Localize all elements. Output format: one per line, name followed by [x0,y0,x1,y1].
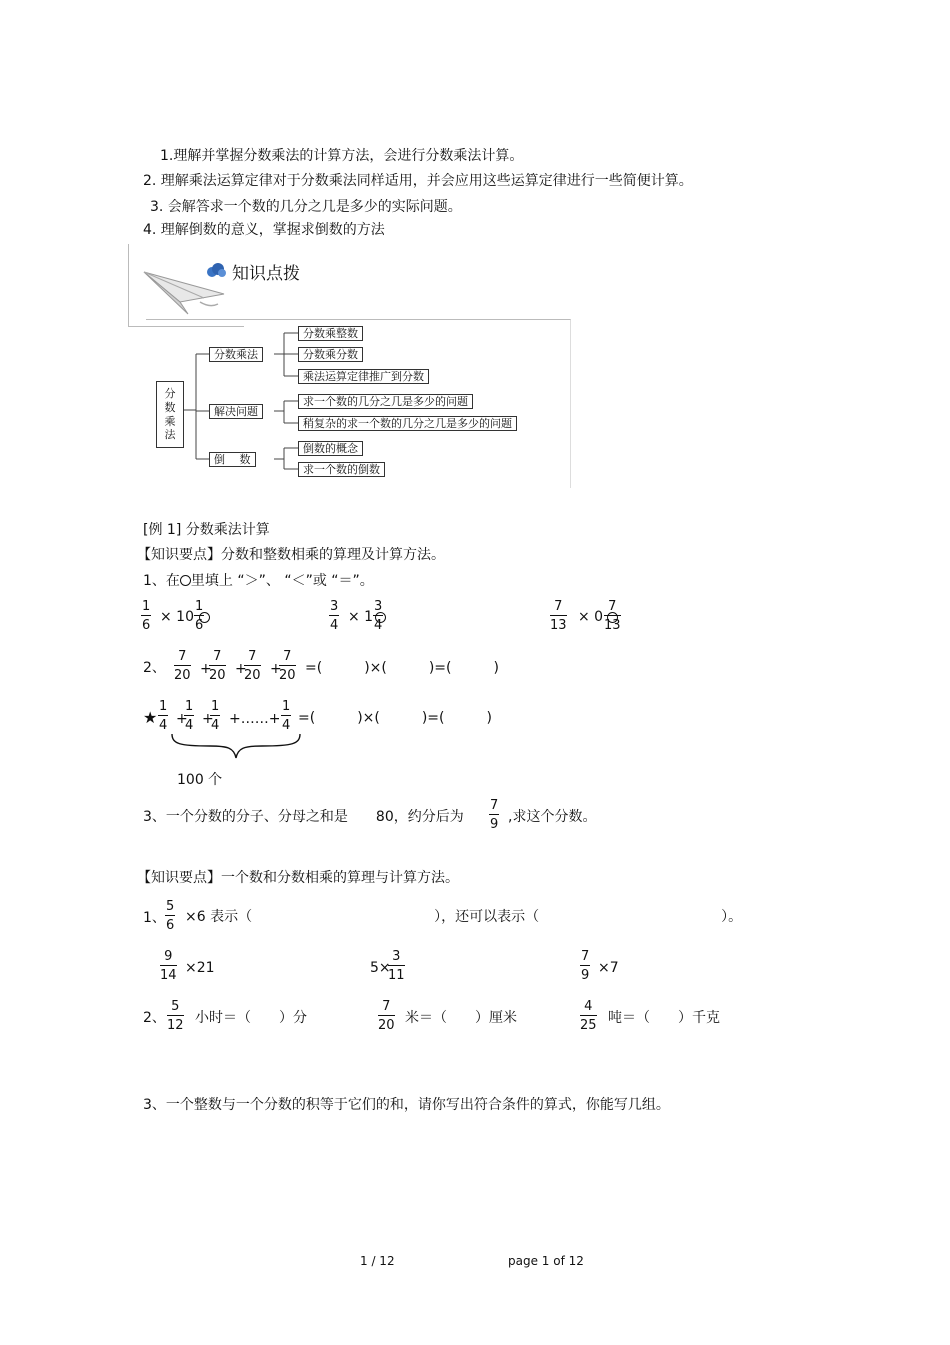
conversion-blank[interactable]: 小时＝（ ）分 [195,1010,307,1026]
p2-question-2-label: 2、 [143,1010,166,1026]
fraction: 5 6 [166,899,175,933]
objective-1: 1.理解并掌握分数乘法的计算方法，会进行分数乘法计算。 [160,148,524,164]
question-2-answer-blanks[interactable]: =( )×( )=( ) [305,660,499,676]
operator: × 1 [348,609,374,625]
question-1-prefix: 1、在 [143,573,180,589]
fraction: 3 4 [330,599,339,633]
section-title: 知识点拨 [232,264,300,284]
plus-sign: + [202,711,214,727]
objective-2: 2. 理解乘法运算定律对于分数乘法同样适用，并会应用这些运算定律进行一些简便计算。 [143,173,693,189]
tree-root-label: 分数乘法 [164,387,176,442]
page-footer-label: page 1 of 12 [508,1254,584,1268]
fraction: 1 6 [195,599,204,633]
operator: × 0 [578,609,604,625]
question-1-suffix: 里填上 “＞”、 “＜”或 “＝”。 [190,573,374,589]
conversion-blank[interactable]: 米＝（ ）厘米 [405,1010,517,1026]
tree-leaf-1-2: 分数乘分数 [298,347,363,362]
question-3-prefix: 3、一个分数的分子、分母之和是 80，约分后为 [143,809,464,825]
fraction: 1 4 [282,699,291,733]
star-icon: ★ [143,708,158,727]
answer-circle-icon[interactable] [607,612,618,623]
fraction: 3 4 [374,599,383,633]
objective-4: 4. 理解倒数的意义，掌握求倒数的方法 [143,222,385,238]
tree-leaf-2-1: 求一个数的几分之几是多少的问题 [298,394,473,409]
fraction: 7 13 [550,599,567,633]
fraction: 1 4 [211,699,220,733]
knowledge-point-2: 【知识要点】一个数和分数相乘的算理与计算方法。 [137,870,459,886]
count-label: 100 个 [177,772,223,788]
fraction: 4 25 [580,999,597,1033]
objective-3: 3. 会解答求一个数的几分之几是多少的实际问题。 [150,199,462,215]
knowledge-point-1: 【知识要点】分数和整数相乘的算理及计算方法。 [137,547,445,563]
tree-leaf-3-2: 求一个数的倒数 [298,462,385,477]
fraction: 1 4 [185,699,194,733]
conversion-blank[interactable]: 吨＝（ ）千克 [608,1010,720,1026]
fraction: 7 9 [581,949,590,983]
fraction: 7 20 [279,649,296,683]
fraction: 7 13 [604,599,621,633]
tree-leaf-1-3: 乘法运算定律推广到分数 [298,369,429,384]
fraction: 7 9 [490,798,499,832]
question-3-suffix: ,求这个分数。 [508,809,597,825]
answer-circle-icon[interactable] [199,612,210,623]
expression-tail: ×21 [185,960,215,976]
fraction: 7 20 [174,649,191,683]
fraction: 7 20 [209,649,226,683]
expression-lead: 5× [370,960,391,976]
fraction: 3 11 [388,949,405,983]
tree-branch-1: 分数乘法 [209,347,263,362]
tree-leaf-2-2: 稍复杂的求一个数的几分之几是多少的问题 [298,416,517,431]
fraction: 1 4 [159,699,168,733]
example-title: [例 1] 分数乘法计算 [143,522,270,538]
plus-sign: + [270,661,282,677]
question-1-prompt [143,574,374,588]
answer-circle-icon[interactable] [375,612,386,623]
star-question-answer-blanks[interactable]: =( )×( )=( ) [298,710,492,726]
tree-leaf-1-1: 分数乘整数 [298,326,363,341]
fraction: 1 6 [142,599,151,633]
plus-sign: + [176,711,188,727]
expression-tail: ×7 [598,960,619,976]
fraction: 7 20 [378,999,395,1033]
answer-circle-icon [180,575,191,586]
p2-question-1-label: 1、 [143,910,166,926]
question-2-label: 2、 [143,660,166,676]
p2-question-1-text[interactable]: ×6 表示（ ），还可以表示（ ）。 [185,909,743,925]
fraction: 9 14 [160,949,177,983]
fraction: 7 20 [244,649,261,683]
operator: × 10 [160,609,194,625]
tree-branch-2: 解决问题 [209,404,263,419]
tree-leaf-3-1: 倒数的概念 [298,441,363,456]
page-counter: 1 / 12 [360,1254,395,1268]
plus-sign: + [200,661,212,677]
tree-root [156,381,184,448]
curly-brace-icon [170,732,302,762]
p2-question-3: 3、一个整数与一个分数的积等于它们的和，请你写出符合条件的算式，你能写几组。 [143,1097,670,1113]
tree-branch-3: 倒 数 [209,452,256,467]
ellipsis: +……+ [229,711,281,727]
plus-sign: + [235,661,247,677]
fraction: 5 12 [167,999,184,1033]
